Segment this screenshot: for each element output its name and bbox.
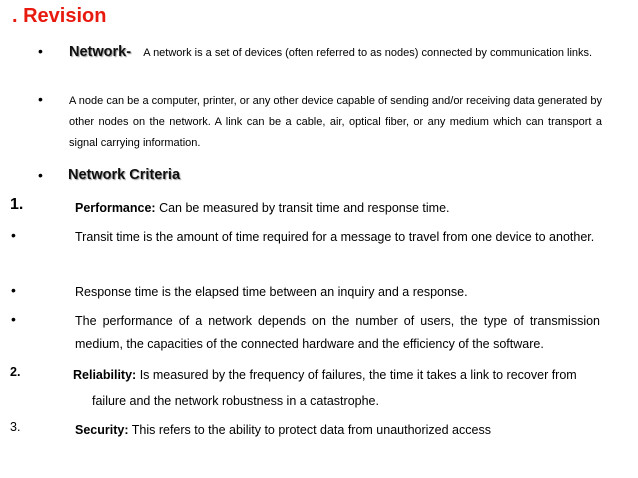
reliability-label: Reliability: <box>73 368 137 382</box>
perf-point <box>0 226 638 272</box>
security-item <box>0 419 638 443</box>
item-number: 2. <box>10 365 21 379</box>
network-term: Network- <box>69 44 132 60</box>
bullet-marker: • <box>11 311 16 327</box>
criteria-heading: Network Criteria <box>68 167 181 183</box>
perf-point <box>0 281 638 305</box>
performance-text: Can be measured by transit time and response time. <box>159 201 450 215</box>
node-bullet-item <box>0 91 638 157</box>
bullet-marker: • <box>38 91 43 107</box>
node-definition: A node can be a computer, printer, or any other device capable of sending and/or receiving data generated by other nodes on the network. A link can be a cable, air, optical fiber, or any medium which can transport a signal carrying information. <box>69 95 602 149</box>
security-label: Security: <box>75 423 129 437</box>
reliability-item <box>0 364 638 414</box>
bullet-marker: • <box>38 43 43 59</box>
network-definition <box>69 42 602 64</box>
bullet-marker: • <box>11 227 16 243</box>
security-text: This refers to the ability to protect data from unauthorized access <box>131 423 491 437</box>
transit-time-text: Transit time is the amount of time required for a message to travel from one device to another. <box>75 230 595 244</box>
item-number: 3. <box>10 420 21 434</box>
performance-label: Performance: <box>75 201 156 215</box>
criteria-bullet-item <box>0 167 638 191</box>
bullet-marker: • <box>11 282 16 298</box>
slide-title: . Revision <box>12 5 107 27</box>
response-time-text: Response time is the elapsed time between an inquiry and a response. <box>75 285 468 299</box>
reliability-text-line1: Is measured by the frequency of failures, the time it takes a link to recover from <box>139 368 577 382</box>
item-number: 1. <box>10 196 24 213</box>
performance-factors-text: The performance of a network depends on the number of users, the type of transmission medium, the capacities of the connected hardware and the efficiency of the software. <box>75 314 600 351</box>
performance-line <box>75 197 450 220</box>
reliability-line-2: failure and the network robustness in a catastrophe. <box>92 394 379 408</box>
network-definition-text: A network is a set of devices (often referred to as nodes) connected by communication links. <box>143 47 593 59</box>
perf-point <box>0 310 638 356</box>
performance-item <box>0 197 638 221</box>
reliability-line-1 <box>73 364 577 387</box>
network-bullet-item <box>0 42 638 90</box>
security-line <box>75 419 491 442</box>
bullet-marker: • <box>38 167 43 183</box>
